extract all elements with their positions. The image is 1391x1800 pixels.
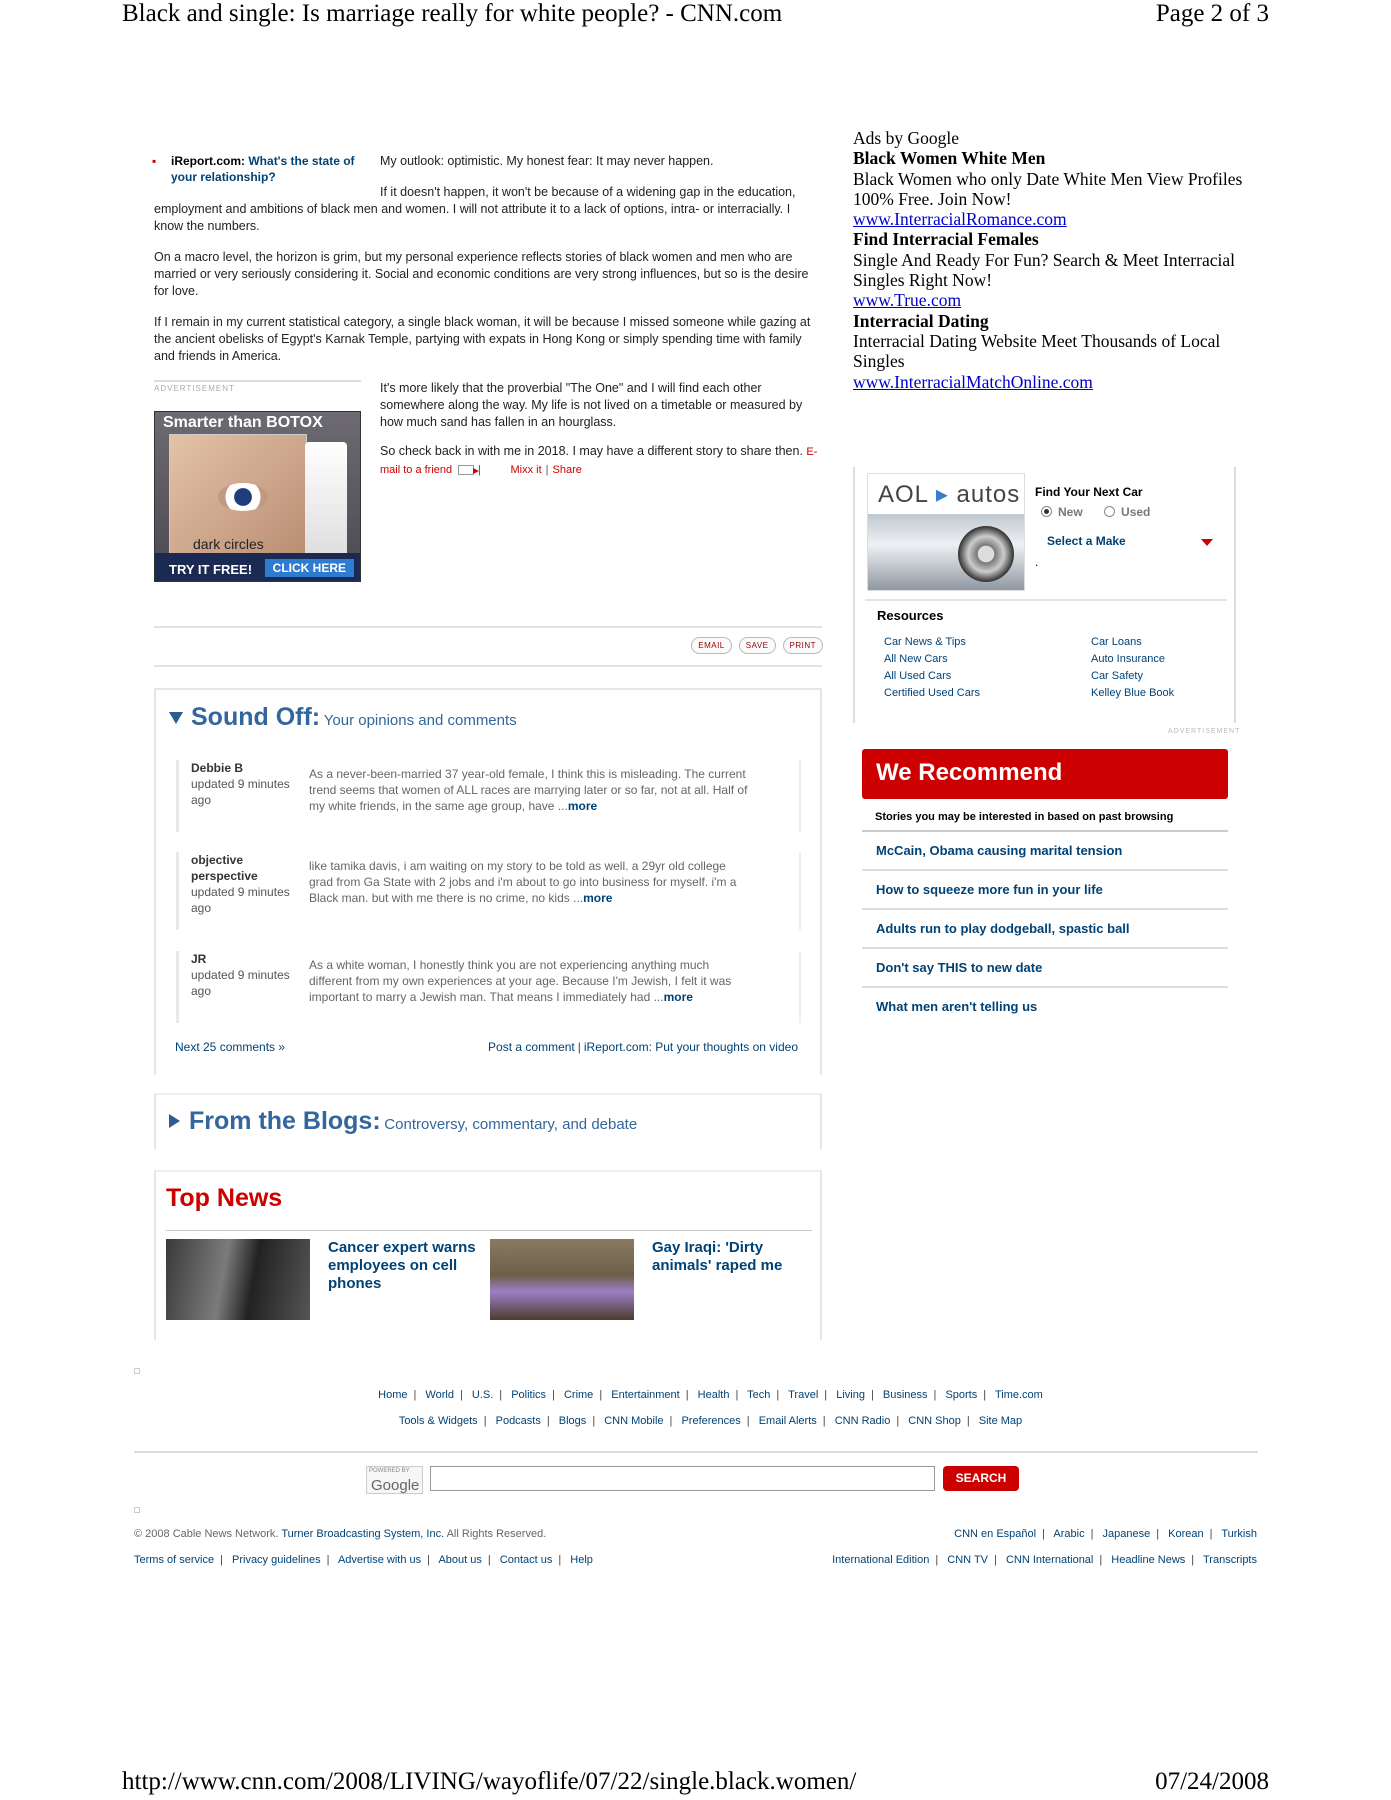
google-text: Google <box>371 1477 420 1494</box>
footer-link[interactable]: Blogs <box>558 1415 587 1427</box>
legal-link[interactable]: About us <box>438 1554 482 1566</box>
email-icon[interactable] <box>458 465 474 475</box>
footer-link[interactable]: Email Alerts <box>758 1415 817 1427</box>
print-page-title: Black and single: Is marriage really for white people? - CNN.com <box>122 0 783 27</box>
separator: | <box>427 1554 430 1566</box>
legal-links <box>134 1554 593 1566</box>
separator: | <box>545 464 549 476</box>
we-recommend-subtitle: Stories you may be interested in based on past browsing <box>862 799 1228 832</box>
resource-link[interactable]: Certified Used Cars <box>884 687 980 699</box>
separator: | <box>966 1415 970 1427</box>
footer-nav-primary <box>0 1389 1391 1401</box>
product-bottle-image <box>305 442 347 560</box>
legal-link[interactable]: Contact us <box>499 1554 553 1566</box>
separator: | <box>776 1389 780 1401</box>
new-radio[interactable] <box>1041 506 1052 517</box>
separator: | <box>935 1554 939 1566</box>
separator: | <box>577 1040 581 1054</box>
footer-link[interactable]: Living <box>836 1389 865 1401</box>
footer-link[interactable]: Preferences <box>681 1415 741 1427</box>
comment-text: As a never-been-married 37 year-old female, I think this is misleading. The current trend seems that women of ALL races are marrying later or so far, not at all. Half of my white friends, in the same age group, have ... <box>309 767 748 813</box>
language-link[interactable]: CNN en Español <box>954 1528 1037 1540</box>
legal-link[interactable]: Terms of service <box>134 1554 215 1566</box>
comment-time: updated 9 minutes ago <box>191 777 290 807</box>
separator: | <box>1090 1528 1094 1540</box>
legal-link[interactable]: Privacy guidelines <box>232 1554 321 1566</box>
comment-author: JR <box>191 952 207 966</box>
international-links <box>832 1554 1257 1566</box>
aol-autos-logo[interactable] <box>867 473 1025 591</box>
language-link[interactable]: Japanese <box>1102 1528 1151 1540</box>
resource-link[interactable]: All Used Cars <box>884 670 952 682</box>
blogs-header[interactable] <box>169 1107 637 1136</box>
sound-off-header[interactable] <box>169 703 517 732</box>
copyright-rights: All Rights Reserved. <box>446 1528 547 1540</box>
next-comments-link[interactable]: Next 25 comments » <box>175 1040 286 1054</box>
blogs-subtitle: Controversy, commentary, and debate <box>384 1116 638 1133</box>
comment <box>176 760 801 832</box>
article-paragraph: My outlook: optimistic. My honest fear: It may never happen. <box>380 154 714 168</box>
footer-link[interactable]: Health <box>697 1389 730 1401</box>
separator: | <box>1099 1554 1103 1566</box>
separator: | <box>483 1415 487 1427</box>
article-paragraph: It's more likely that the proverbial "The One" and I will find each other somewhere along the way. My life is not lived on a timetable or measured by how much sand has fallen in an hourglass. <box>380 381 803 429</box>
turner-link[interactable]: Turner Broadcasting System, Inc. <box>281 1528 445 1540</box>
ad-title[interactable]: Interracial Dating <box>853 310 989 331</box>
from-the-blogs-section <box>154 1093 822 1149</box>
top-news-section <box>154 1170 822 1340</box>
dropdown-arrow-icon[interactable] <box>1201 539 1213 546</box>
new-radio-label: New <box>1058 505 1083 519</box>
search-button[interactable]: SEARCH <box>943 1466 1019 1491</box>
separator: | <box>487 1554 491 1566</box>
logo-autos: autos <box>956 481 1021 508</box>
separator: | <box>1042 1528 1045 1540</box>
resources-left-list <box>884 634 980 702</box>
ad-description: Black Women who only Date White Men View Profiles 100% Free. Join Now! <box>853 168 1243 209</box>
article-paragraph-text: So check back in with me in 2018. I may have a different story to share then. <box>380 444 803 458</box>
powered-by-label: POWERED BY <box>369 1468 410 1474</box>
separator: | <box>499 1389 503 1401</box>
comment-body <box>309 766 749 814</box>
logo-arrow-icon: ▸ <box>935 481 949 508</box>
resource-link[interactable]: Kelley Blue Book <box>1091 687 1175 699</box>
google-ads <box>853 128 1253 392</box>
separator: | <box>824 1389 828 1401</box>
separator: | <box>1209 1528 1213 1540</box>
blogs-title: From the Blogs: <box>189 1107 381 1135</box>
footer-link[interactable]: Sports <box>945 1389 978 1401</box>
print-page-number: Page 2 of 3 <box>1155 0 1269 27</box>
story-tools <box>691 637 823 654</box>
resource-link[interactable]: Car Loans <box>1091 636 1142 648</box>
car-image <box>868 514 1024 590</box>
car-condition-radios <box>1041 505 1150 519</box>
top-news-link[interactable]: Cancer expert warns employees on cell phones <box>328 1239 476 1292</box>
language-links <box>954 1528 1257 1540</box>
recommend-link[interactable]: Don't say THIS to new date <box>862 949 1228 988</box>
google-logo <box>366 1466 423 1494</box>
footer-link[interactable]: World <box>425 1389 454 1401</box>
separator: | <box>220 1554 223 1566</box>
footer-link[interactable]: CNN Radio <box>834 1415 891 1427</box>
used-radio-label: Used <box>1121 505 1151 519</box>
divider <box>134 1451 1258 1453</box>
comment-actions <box>488 1040 798 1054</box>
comment-text: As a white woman, I honestly think you are not experiencing anything much different from my own experiences at your age. Because I'm Jewish, I felt it was important to marry a Jewish man. That means I immediately had ... <box>309 958 732 1004</box>
save-button[interactable]: SAVE <box>739 637 776 654</box>
footer-link[interactable]: Home <box>378 1389 408 1401</box>
intl-link[interactable]: Transcripts <box>1203 1554 1257 1566</box>
sound-off-section <box>154 688 822 1075</box>
advertisement <box>154 380 361 582</box>
comment-time: updated 9 minutes ago <box>191 885 290 915</box>
comment <box>176 951 801 1023</box>
separator: | <box>478 464 482 476</box>
dot-text: . <box>1035 555 1039 569</box>
legal-link[interactable]: Advertise with us <box>337 1554 422 1566</box>
spacer-image <box>134 1507 140 1513</box>
separator: | <box>1191 1554 1195 1566</box>
ad-title: Smarter than BOTOX <box>163 414 323 431</box>
ad-url-link[interactable]: www.True.com <box>853 290 962 311</box>
comment-body <box>309 858 749 906</box>
news-thumbnail-iraqi[interactable] <box>490 1239 634 1320</box>
top-news-link[interactable]: Gay Iraqi: 'Dirty animals' raped me <box>652 1239 783 1274</box>
ad-description: Single And Ready For Fun? Search & Meet Interracial Singles Right Now! <box>853 249 1235 291</box>
post-comment-link[interactable]: Post a comment <box>488 1040 575 1054</box>
ireport-link[interactable]: What's the state of your relationship? <box>171 154 355 184</box>
wheel-image <box>958 526 1014 582</box>
sound-off-title: Sound Off: <box>191 703 321 731</box>
resource-link[interactable]: Car News & Tips <box>884 636 966 648</box>
language-link[interactable]: Turkish <box>1221 1528 1257 1540</box>
sound-off-subtitle: Your opinions and comments <box>323 712 517 729</box>
divider <box>154 665 822 667</box>
intl-link[interactable]: Headline News <box>1111 1554 1186 1566</box>
eye-image <box>218 483 268 511</box>
ad-title[interactable]: Black Women White Men <box>853 148 1046 169</box>
comment-more-link[interactable]: more <box>567 799 598 813</box>
footer-link[interactable]: Tech <box>747 1389 771 1401</box>
separator: | <box>746 1415 750 1427</box>
ad-try-text: TRY IT FREE! <box>169 562 253 577</box>
resource-link[interactable]: All New Cars <box>884 653 948 665</box>
ireport-promo <box>150 153 362 185</box>
separator: | <box>994 1554 997 1566</box>
collapse-triangle-icon[interactable] <box>169 712 183 724</box>
intl-link[interactable]: International Edition <box>832 1554 930 1566</box>
footer-link[interactable]: Business <box>882 1389 928 1401</box>
ad-click-here-button[interactable]: CLICK HERE <box>265 559 354 577</box>
comment-meta <box>191 852 301 916</box>
share-link[interactable]: Share <box>552 464 582 476</box>
resource-link[interactable]: Car Safety <box>1091 670 1143 682</box>
we-recommend-widget <box>862 749 1228 1025</box>
separator: | <box>599 1389 603 1401</box>
recommend-link[interactable]: What men aren't telling us <box>876 999 1038 1014</box>
news-thumbnail-cell-phone[interactable] <box>166 1239 310 1320</box>
ad-url-link[interactable]: www.InterracialMatchOnline.com <box>853 371 1093 392</box>
recommend-link[interactable]: Adults run to play dodgeball, spastic ball <box>862 910 1228 949</box>
footer-nav-secondary <box>0 1415 1391 1427</box>
separator: | <box>685 1389 689 1401</box>
logo-aol: AOL <box>878 481 929 508</box>
email-button[interactable]: EMAIL <box>691 637 732 654</box>
article-paragraph-closing <box>380 443 820 479</box>
separator: | <box>669 1415 673 1427</box>
divider <box>154 626 822 628</box>
comment-body <box>309 957 749 1005</box>
separator: | <box>552 1389 555 1401</box>
footer-link[interactable]: Podcasts <box>495 1415 541 1427</box>
separator: | <box>413 1389 417 1401</box>
advertisement-label: ADVERTISEMENT <box>154 380 361 393</box>
used-radio[interactable] <box>1104 506 1115 517</box>
ad-description: Interracial Dating Website Meet Thousands of Local Singles <box>853 330 1221 372</box>
advertisement-label: ADVERTISEMENT <box>1168 728 1241 735</box>
comment-text: like tamika davis, i am waiting on my story to be told as well. a 29yr old college grad from Ga State with 2 jobs and i'm about to go into business for myself. i'm a Black man. but with me there is no crime, no kids ... <box>309 859 737 905</box>
comment-more-link[interactable]: more <box>663 990 693 1004</box>
divider <box>865 599 1227 601</box>
intl-link[interactable]: CNN International <box>1005 1554 1094 1566</box>
select-make-dropdown[interactable]: Select a Make <box>1047 534 1126 548</box>
botox-ad-banner[interactable] <box>154 411 361 582</box>
language-link[interactable]: Korean <box>1168 1528 1204 1540</box>
we-recommend-title: We Recommend <box>862 749 1228 799</box>
copyright-text: © 2008 Cable News Network. <box>134 1528 279 1540</box>
bullet-icon: ▪ <box>152 154 157 168</box>
footer-link[interactable]: CNN Shop <box>908 1415 961 1427</box>
top-news-title: Top News <box>166 1184 283 1212</box>
aol-autos-widget <box>853 467 1236 723</box>
ad-title[interactable]: Find Interracial Females <box>853 229 1039 250</box>
print-url: http://www.cnn.com/2008/LIVING/wayoflife/07/22/single.black.women/ <box>122 1768 857 1795</box>
footer-link[interactable]: Time.com <box>994 1389 1043 1401</box>
google-ads-header: Ads by Google <box>853 128 959 148</box>
comment-time: updated 9 minutes ago <box>191 968 290 998</box>
separator: | <box>896 1415 900 1427</box>
footer-link[interactable]: Crime <box>563 1389 594 1401</box>
separator: | <box>546 1415 550 1427</box>
resources-title: Resources <box>877 608 944 623</box>
footer-link[interactable]: CNN Mobile <box>604 1415 664 1427</box>
ad-caption: dark circles <box>193 536 264 552</box>
footer-link[interactable]: Politics <box>511 1389 547 1401</box>
ireport-video-link[interactable]: iReport.com: Put your thoughts on video <box>583 1040 798 1054</box>
article-paragraph: If it doesn't happen, it won't be because of a widening gap in the education, employment and ambitions of black men and women. I will not attribute it to a lack of options, intra- or interracially. I know the numbers. <box>154 185 796 233</box>
separator: | <box>735 1389 739 1401</box>
print-button[interactable]: PRINT <box>783 637 824 654</box>
language-link[interactable]: Arabic <box>1053 1528 1085 1540</box>
expand-triangle-icon[interactable] <box>169 1114 180 1128</box>
footer-link[interactable]: U.S. <box>471 1389 494 1401</box>
separator: | <box>870 1389 874 1401</box>
separator: | <box>822 1415 826 1427</box>
logo-text <box>868 474 1024 514</box>
article-paragraph: If I remain in my current statistical category, a single black woman, it will be because I missed someone while gazing at the ancient obelisks of Egypt's Karnak Temple, partying with expats in Hong Kong or simply spending time with family and friends in America. <box>154 315 811 363</box>
ireport-label: iReport.com: <box>171 154 246 168</box>
separator: | <box>558 1554 562 1566</box>
footer-link[interactable]: Travel <box>788 1389 819 1401</box>
find-car-title: Find Your Next Car <box>1035 485 1143 499</box>
ad-url-link[interactable]: www.InterracialRomance.com <box>853 209 1067 230</box>
copyright <box>134 1528 546 1540</box>
separator: | <box>983 1389 987 1401</box>
email-friend-link[interactable]: E-mail to a friend <box>380 446 818 476</box>
mixx-link[interactable]: Mixx it <box>510 464 542 476</box>
footer-link[interactable]: Entertainment <box>611 1389 680 1401</box>
comment-more-link[interactable]: more <box>583 891 613 905</box>
resources-right-list <box>1091 634 1174 702</box>
separator: | <box>933 1389 937 1401</box>
resource-link[interactable]: Auto Insurance <box>1091 653 1165 665</box>
comment-author: Debbie B <box>191 761 244 775</box>
divider <box>166 1230 812 1231</box>
separator: | <box>459 1389 463 1401</box>
intl-link[interactable]: CNN TV <box>947 1554 989 1566</box>
comment-meta <box>191 951 301 999</box>
recommend-link[interactable]: McCain, Obama causing marital tension <box>862 832 1228 871</box>
comment <box>176 852 801 930</box>
separator: | <box>326 1554 330 1566</box>
search-input[interactable] <box>430 1466 935 1491</box>
separator: | <box>592 1415 596 1427</box>
recommend-link[interactable]: How to squeeze more fun in your life <box>862 871 1228 910</box>
spacer-image <box>134 1368 140 1374</box>
footer-link[interactable]: Site Map <box>978 1415 1023 1427</box>
comment-meta <box>191 760 301 808</box>
legal-link[interactable]: Help <box>570 1554 593 1566</box>
footer-link[interactable]: Tools & Widgets <box>398 1415 478 1427</box>
comment-author: objective perspective <box>191 853 258 883</box>
print-date: 07/24/2008 <box>1155 1768 1269 1795</box>
article-paragraph: On a macro level, the horizon is grim, but my personal experience reflects stories of black women and men who are married or very seriously considering it. Social and economic conditions are very strong influences, but so is the desire for love. <box>154 250 809 298</box>
separator: | <box>1156 1528 1160 1540</box>
